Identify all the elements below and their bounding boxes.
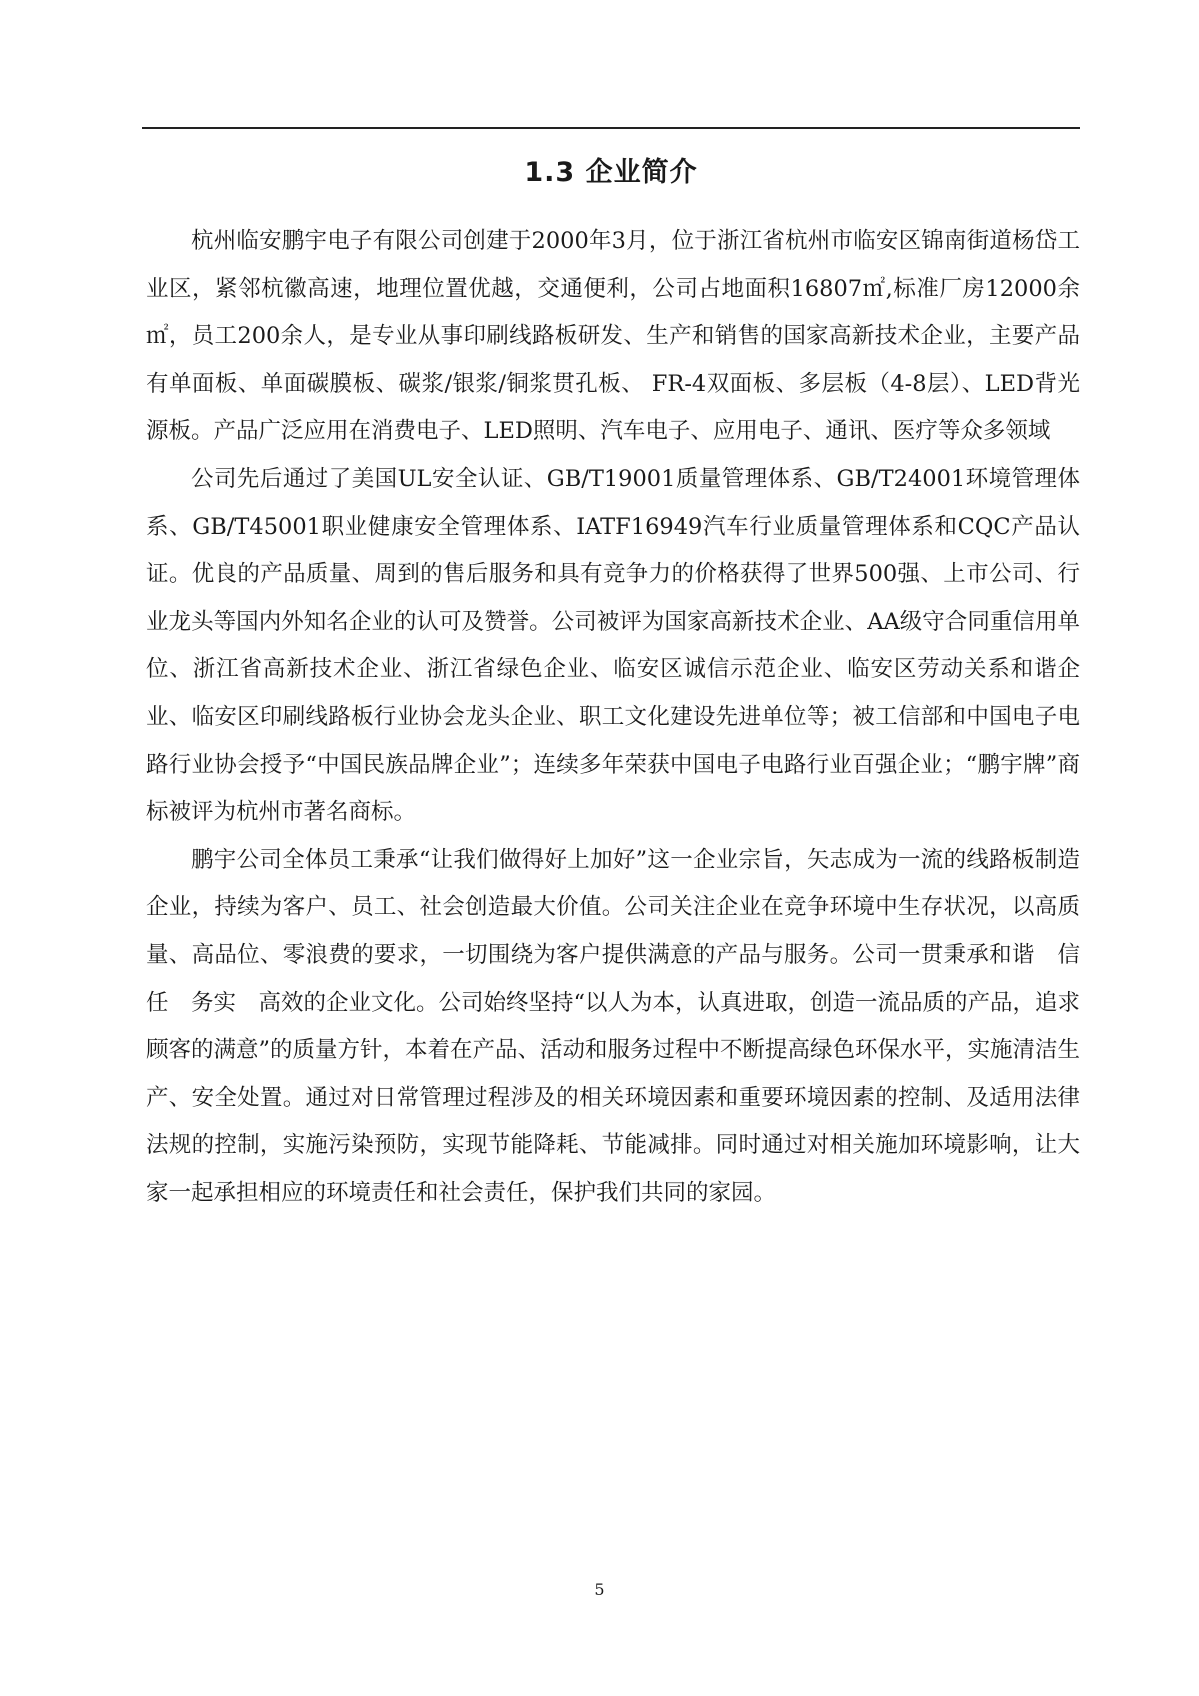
paragraph-company-overview: 杭州临安鹏宇电子有限公司创建于2000年3月，位于浙江省杭州市临安区锦南街道杨岱工业区，紧邻杭徽高速，地理位置优越，交通便利，公司占地面积16807㎡,标准厂房12000余㎡，员工200余人，是专业从事印刷线路板研发、生产和销售的国家高新技术企业，主要产品有单面板、单面碳膜板、碳浆/银浆/铜浆贯孔板、 FR-4双面板、多层板（4-8层）、LED背光源板。产品广泛应用在消费电子、LED照明、汽车电子、应用电子、通讯、医疗等众多领域 [146,228,1080,445]
paragraph-corporate-culture: 鹏宇公司全体员工秉承“让我们做得好上加好”这一企业宗旨，矢志成为一流的线路板制造企业，持续为客户、员工、社会创造最大价值。公司关注企业在竞争环境中生存状况，以高质量、高品位、零浪费的要求，一切围绕为客户提供满意的产品与服务。公司一贯秉承和谐 信任 务实 高效的企业文化。公司始终坚持“以人为本，认真进取，创造一流品质的产品，追求顾客的满意”的质量方针，本着在产品、活动和服务过程中不断提高绿色环保水平，实施清洁生产、安全处置。通过对日常管理过程涉及的相关环境因素和重要环境因素的控制、及适用法律法规的控制，实施污染预防，实现节能降耗、节能减排。同时通过对相关施加环境影响，让大家一起承担相应的环境责任和社会责任，保护我们共同的家园。 [146,846,1081,1206]
section-title: 1.3 企业简介 [524,157,698,188]
header-rule [142,127,1080,129]
paragraph-certifications: 公司先后通过了美国UL安全认证、GB/T19001质量管理体系、GB/T24001环境管理体系、GB/T45001职业健康安全管理体系、IATF16949汽车行业质量管理体系和CQC产品认证。优良的产品质量、周到的售后服务和具有竞争力的价格获得了世界500强、上市公司、行业龙头等国内外知名企业的认可及赞誉。公司被评为国家高新技术企业、AA级守合同重信用单位、浙江省高新技术企业、浙江省绿色企业、临安区诚信示范企业、临安区劳动关系和谐企业、临安区印刷线路板行业协会龙头企业、职工文化建设先进单位等；被工信部和中国电子电路行业协会授予“中国民族品牌企业”；连续多年荣获中国电子电路行业百强企业；“鹏宇牌”商标被评为杭州市著名商标。 [146,465,1080,826]
page-number: 5 [594,1580,605,1599]
body-text [146,218,1080,1217]
